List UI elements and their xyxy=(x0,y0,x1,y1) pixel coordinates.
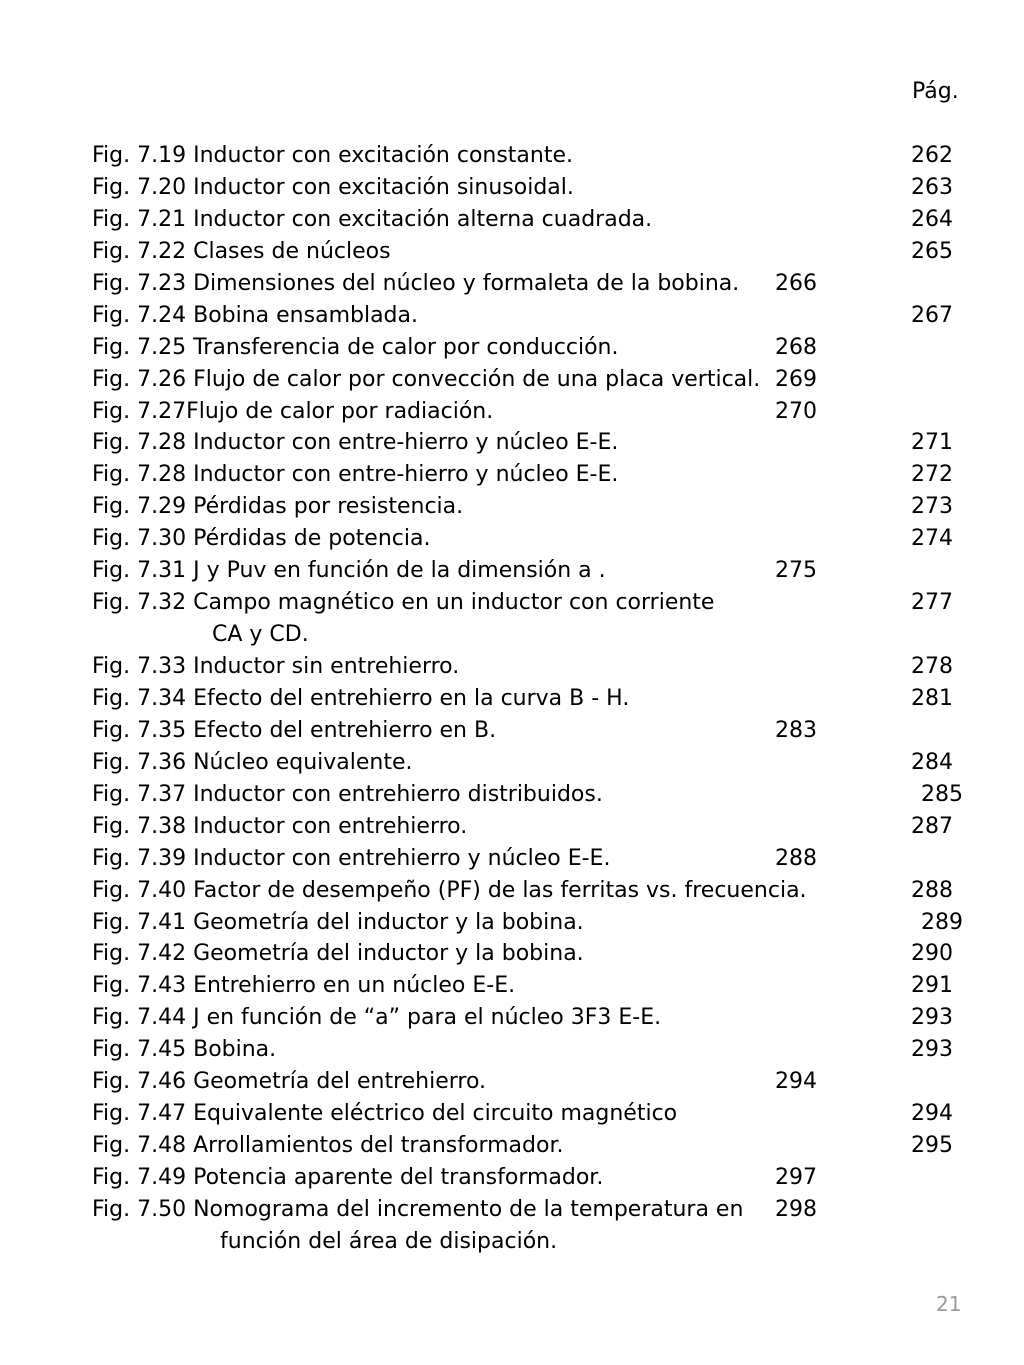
entry-page-number: 298 xyxy=(775,1196,817,1222)
entry-title: Fig. 7.25 Transferencia de calor por conducción. xyxy=(92,334,619,360)
index-entry xyxy=(92,1162,992,1194)
index-entry xyxy=(92,938,992,970)
index-entry xyxy=(92,1226,992,1258)
entry-title: Fig. 7.35 Efecto del entrehierro en B. xyxy=(92,717,497,743)
entry-title: Fig. 7.27Flujo de calor por radiación. xyxy=(92,398,494,424)
index-entry xyxy=(92,1066,992,1098)
entry-page-number: 288 xyxy=(775,845,817,871)
entry-title: Fig. 7.28 Inductor con entre-hierro y núcleo E-E. xyxy=(92,430,619,456)
entry-title: Fig. 7.34 Efecto del entrehierro en la curva B - H. xyxy=(92,685,630,711)
index-entry xyxy=(92,427,992,459)
index-entry xyxy=(92,555,992,587)
entry-title: Fig. 7.23 Dimensiones del núcleo y formaleta de la bobina. xyxy=(92,270,740,296)
entry-page-number: 264 xyxy=(911,206,953,232)
index-entry xyxy=(92,204,992,236)
index-entry xyxy=(92,651,992,683)
index-entry xyxy=(92,300,992,332)
entry-page-number: 278 xyxy=(911,654,953,679)
entry-title: Fig. 7.42 Geometría del inductor y la bobina. xyxy=(92,941,584,967)
index-entry xyxy=(92,523,992,555)
entry-page-number: 294 xyxy=(775,1069,817,1095)
entry-page-number: 277 xyxy=(911,590,953,616)
index-entry xyxy=(92,364,992,396)
entry-page-number: 291 xyxy=(911,973,953,999)
entry-title: Fig. 7.43 Entrehierro en un núcleo E-E. xyxy=(92,973,516,999)
index-entry xyxy=(92,970,992,1002)
index-entry xyxy=(92,332,992,364)
entry-page-number: 275 xyxy=(775,558,817,584)
entry-title: Fig. 7.32 Campo magnético en un inductor con corriente xyxy=(92,590,715,616)
entry-page-number: 269 xyxy=(775,366,817,392)
index-entry xyxy=(92,683,992,715)
entry-title: Fig. 7.22 Clases de núcleos xyxy=(92,238,391,264)
index-entry xyxy=(92,396,992,428)
index-entry xyxy=(92,875,992,907)
entry-page-number: 294 xyxy=(911,1101,953,1127)
entry-page-number: 268 xyxy=(775,334,817,360)
entry-page-number: 295 xyxy=(911,1133,953,1159)
entry-page-number: 263 xyxy=(911,174,953,200)
entry-title: Fig. 7.33 Inductor sin entrehierro. xyxy=(92,654,460,679)
entry-page-number: 290 xyxy=(911,941,953,967)
entry-title: Fig. 7.29 Pérdidas por resistencia. xyxy=(92,494,464,520)
index-entry xyxy=(92,1034,992,1066)
entry-page-number: 274 xyxy=(911,526,953,552)
index-entry xyxy=(92,587,992,619)
index-entry xyxy=(92,459,992,491)
entry-title: Fig. 7.30 Pérdidas de potencia. xyxy=(92,526,431,552)
index-entry xyxy=(92,1194,992,1226)
entry-title: Fig. 7.24 Bobina ensamblada. xyxy=(92,302,418,328)
entry-title: Fig. 7.47 Equivalente eléctrico del circuito magnético xyxy=(92,1101,678,1127)
entry-title: Fig. 7.45 Bobina. xyxy=(92,1037,277,1063)
entry-page-number: 273 xyxy=(911,494,953,520)
index-entry xyxy=(92,811,992,843)
entry-page-number: 265 xyxy=(911,238,953,264)
page-column-header: Pág. xyxy=(912,79,959,104)
entry-title: Fig. 7.46 Geometría del entrehierro. xyxy=(92,1069,487,1095)
entry-title: Fig. 7.28 Inductor con entre-hierro y núcleo E-E. xyxy=(92,462,619,488)
entry-page-number: 289 xyxy=(921,909,963,935)
entry-page-number: 270 xyxy=(775,398,817,424)
entry-title: Fig. 7.49 Potencia aparente del transformador. xyxy=(92,1165,604,1190)
index-entry xyxy=(92,779,992,811)
index-entry xyxy=(92,1130,992,1162)
figure-index-list xyxy=(92,140,992,1258)
entry-title: Fig. 7.37 Inductor con entrehierro distribuidos. xyxy=(92,781,603,807)
entry-page-number: 271 xyxy=(911,430,953,456)
index-entry xyxy=(92,843,992,875)
page-number: 21 xyxy=(936,1292,962,1316)
entry-title: Fig. 7.40 Factor de desempeño (PF) de las ferritas vs. frecuencia. xyxy=(92,877,807,903)
entry-title: Fig. 7.41 Geometría del inductor y la bobina. xyxy=(92,909,584,935)
entry-page-number: 297 xyxy=(775,1165,817,1190)
entry-page-number: 262 xyxy=(911,143,953,168)
index-entry xyxy=(92,172,992,204)
entry-page-number: 284 xyxy=(911,749,953,775)
index-entry xyxy=(92,907,992,939)
index-entry xyxy=(92,491,992,523)
entry-title: Fig. 7.39 Inductor con entrehierro y núcleo E-E. xyxy=(92,845,611,871)
entry-title: función del área de disipación. xyxy=(220,1228,558,1254)
entry-title: Fig. 7.48 Arrollamientos del transformador. xyxy=(92,1133,564,1159)
entry-page-number: 293 xyxy=(911,1037,953,1063)
entry-title: Fig. 7.44 J en función de “a” para el núcleo 3F3 E-E. xyxy=(92,1005,662,1031)
entry-title: Fig. 7.19 Inductor con excitación constante. xyxy=(92,143,574,168)
index-entry xyxy=(92,715,992,747)
index-entry xyxy=(92,1002,992,1034)
entry-page-number: 272 xyxy=(911,462,953,488)
entry-page-number: 288 xyxy=(911,877,953,903)
entry-title: Fig. 7.50 Nomograma del incremento de la temperatura en xyxy=(92,1196,744,1222)
index-entry xyxy=(92,619,992,651)
entry-title: Fig. 7.21 Inductor con excitación alterna cuadrada. xyxy=(92,206,653,232)
entry-title: Fig. 7.38 Inductor con entrehierro. xyxy=(92,813,468,839)
entry-page-number: 283 xyxy=(775,717,817,743)
entry-page-number: 287 xyxy=(911,813,953,839)
index-entry xyxy=(92,268,992,300)
entry-title: Fig. 7.36 Núcleo equivalente. xyxy=(92,749,413,775)
index-entry xyxy=(92,1098,992,1130)
entry-title: Fig. 7.31 J y Puv en función de la dimensión a . xyxy=(92,558,606,584)
entry-page-number: 267 xyxy=(911,302,953,328)
entry-title: Fig. 7.20 Inductor con excitación sinusoidal. xyxy=(92,174,574,200)
entry-title: Fig. 7.26 Flujo de calor por convección de una placa vertical. xyxy=(92,366,761,392)
index-entry xyxy=(92,140,992,172)
entry-title: CA y CD. xyxy=(212,622,309,648)
index-entry xyxy=(92,747,992,779)
entry-page-number: 266 xyxy=(775,270,817,296)
entry-page-number: 285 xyxy=(921,781,963,807)
entry-page-number: 281 xyxy=(911,685,953,711)
entry-page-number: 293 xyxy=(911,1005,953,1031)
index-entry xyxy=(92,236,992,268)
